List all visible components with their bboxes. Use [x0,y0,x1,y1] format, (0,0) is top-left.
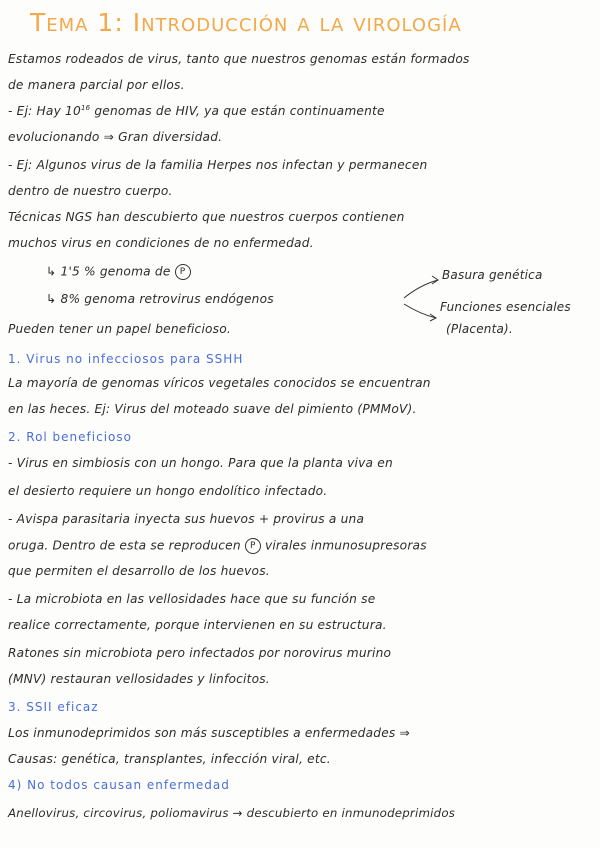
text-line: - Virus en simbiosis con un hongo. Para que la planta viva en [8,456,393,470]
text-line: Causas: genética, transplantes, infección viral, etc. [8,752,331,766]
exponent: 16 [80,104,91,112]
text-line: realice correctamente, porque intervienen en su estructura. [8,618,387,632]
text-line: Ratones sin microbiota pero infectados por norovirus murino [8,646,392,660]
text-fragment: - Ej: Hay 10 [8,104,81,119]
text-line: Los inmunodeprimidos son más susceptibles a enfermedades ⇒ [8,726,410,740]
text-line [8,538,427,554]
text-fragment: ↳ 1'5 % genoma de [46,264,171,279]
text-line: ↳ 8% genoma retrovirus endógenos [46,292,274,306]
text-fragment: virales inmunosupresoras [264,538,427,553]
text-line: en las heces. Ej: Virus del moteado suave del pimiento (PMMoV). [8,402,417,416]
section-heading: 3. SSII eficaz [8,700,99,714]
text-line: de manera parcial por ellos. [8,78,185,92]
text-line: Pueden tener un papel beneficioso. [8,322,231,336]
text-line: - La microbiota en las vellosidades hace que su función se [8,592,376,606]
text-line: el desierto requiere un hongo endolítico infectado. [8,484,328,498]
text-line: - Avispa parasitaria inyecta sus huevos + provirus a una [8,512,365,526]
text-line: muchos virus en condiciones de no enfermedad. [8,236,314,250]
circled-p-icon: P [245,538,261,554]
text-line: Estamos rodeados de virus, tanto que nuestros genomas están formados [8,52,470,66]
side-note: (Placenta). [446,322,513,336]
section-heading: 2. Rol beneficioso [8,430,132,444]
side-note: Funciones esenciales [440,300,571,314]
text-line: evolucionando ⇒ Gran diversidad. [8,130,223,144]
arrow-up-head [432,276,438,284]
circled-p-icon: P [175,264,191,280]
text-line: - Ej: Algunos virus de la familia Herpes nos infectan y permanecen [8,158,428,172]
text-line: La mayoría de genomas víricos vegetales conocidos se encuentran [8,376,431,390]
text-fragment: oruga. Dentro de esta se reproducen [8,538,241,553]
side-note: Basura genética [442,268,543,282]
text-line: Técnicas NGS han descubierto que nuestros cuerpos contienen [8,210,405,224]
text-line: (MNV) restauran vellosidades y linfocitos. [8,672,270,686]
page-title: Tema 1: Introducción a la virología [30,8,462,37]
text-line: Anellovirus, circovirus, poliomavirus → descubierto en inmunodeprimidos [8,806,456,820]
arrow-down-line [404,304,436,318]
text-fragment: genomas de HIV, ya que están continuamente [90,104,385,119]
section-heading: 1. Virus no infecciosos para SSHH [8,352,244,366]
section-heading: 4) No todos causan enfermedad [8,778,230,792]
text-line: dentro de nuestro cuerpo. [8,184,173,198]
arrow-up-line [404,280,438,298]
text-line: que permiten el desarrollo de los huevos. [8,564,270,578]
